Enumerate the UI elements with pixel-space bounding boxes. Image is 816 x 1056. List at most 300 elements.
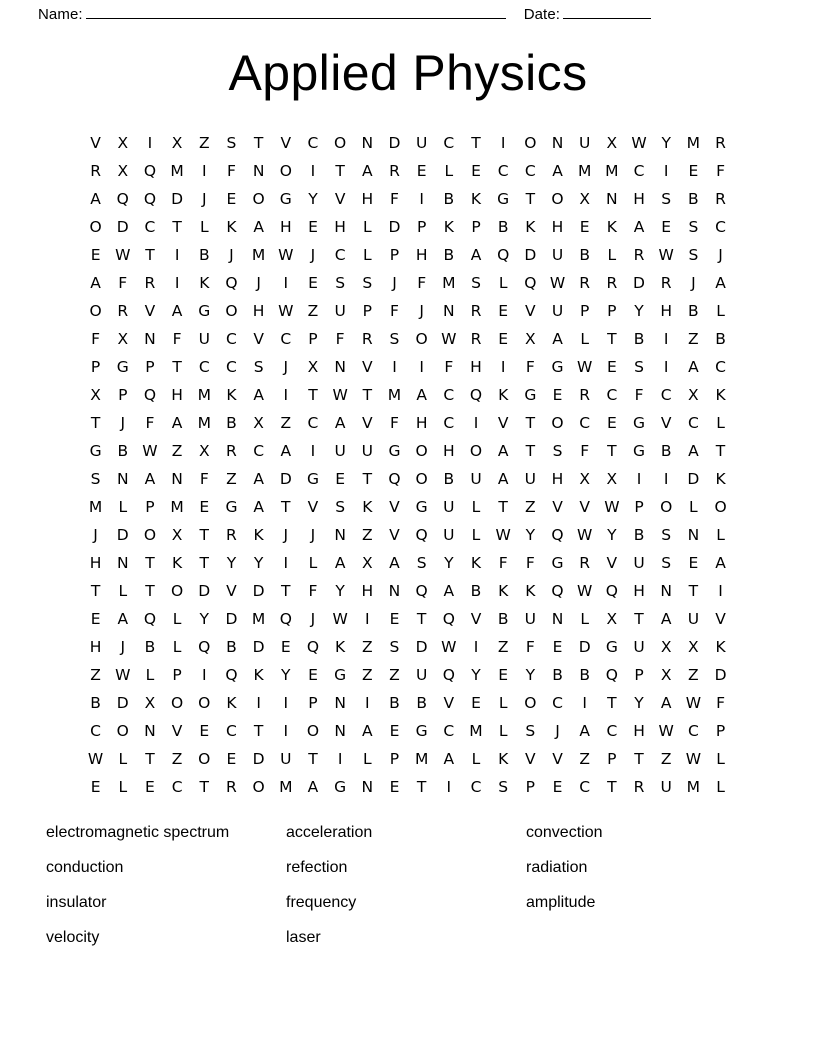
grid-cell[interactable]: B [633,330,645,348]
grid-cell[interactable]: T [634,750,644,768]
grid-cell[interactable]: I [310,162,316,180]
grid-cell[interactable]: E [471,162,481,180]
grid-cell[interactable]: E [498,302,509,320]
grid-cell[interactable]: T [634,610,644,628]
grid-cell[interactable]: M [170,162,184,180]
word-list-item[interactable]: amplitude [526,894,596,911]
grid-cell[interactable]: M [686,134,701,152]
grid-cell[interactable]: C [443,134,455,152]
grid-cell[interactable]: A [688,358,699,376]
grid-cell[interactable]: J [555,722,560,740]
grid-cell[interactable]: C [334,246,346,264]
grid-cell[interactable]: G [116,358,129,376]
grid-cell[interactable]: L [471,526,481,544]
grid-cell[interactable]: P [416,218,427,236]
grid-cell[interactable]: G [415,498,428,516]
grid-cell[interactable]: H [633,190,645,208]
grid-cell[interactable]: S [498,778,509,796]
grid-cell[interactable]: W [658,722,674,740]
grid-cell[interactable]: P [118,386,128,404]
grid-cell[interactable]: R [606,274,618,292]
grid-cell[interactable]: A [633,218,645,236]
grid-cell[interactable]: O [415,442,428,460]
grid-cell[interactable]: A [307,778,319,796]
grid-cell[interactable]: H [633,582,645,600]
grid-cell[interactable]: X [198,442,210,460]
grid-cell[interactable]: B [660,442,672,460]
grid-cell[interactable]: O [198,750,211,768]
grid-cell[interactable]: R [633,246,645,264]
grid-cell[interactable]: X [171,134,183,152]
grid-cell[interactable]: I [500,134,506,152]
grid-cell[interactable]: T [90,582,101,600]
grid-cell[interactable]: X [525,330,536,348]
grid-cell[interactable]: B [443,470,455,488]
grid-cell[interactable]: S [525,722,536,740]
grid-cell[interactable]: B [497,218,509,236]
grid-cell[interactable]: C [226,722,237,740]
grid-cell[interactable]: D [633,274,645,292]
grid-cell[interactable]: E [90,610,101,628]
grid-cell[interactable]: Y [634,302,644,320]
grid-cell[interactable]: O [279,162,292,180]
grid-cell[interactable]: T [172,218,182,236]
grid-cell[interactable]: G [198,302,211,320]
grid-cell[interactable]: U [443,498,455,516]
grid-cell[interactable]: K [335,638,346,656]
grid-cell[interactable]: J [93,526,98,544]
grid-cell[interactable]: V [606,554,618,572]
grid-cell[interactable]: I [500,358,506,376]
grid-cell[interactable]: L [498,694,508,712]
grid-cell[interactable]: K [470,190,482,208]
grid-cell[interactable]: I [283,554,289,572]
grid-cell[interactable]: O [171,582,184,600]
grid-cell[interactable]: Z [389,666,400,684]
grid-cell[interactable]: S [416,554,427,572]
grid-cell[interactable]: V [579,498,590,516]
grid-cell[interactable]: J [718,246,723,264]
grid-cell[interactable]: R [117,302,129,320]
grid-cell[interactable]: A [443,750,455,768]
grid-cell[interactable]: L [308,554,318,572]
grid-cell[interactable]: I [473,638,479,656]
grid-cell[interactable]: U [334,442,346,460]
grid-cell[interactable]: X [688,386,699,404]
grid-cell[interactable]: C [470,778,482,796]
grid-cell[interactable]: N [388,582,401,600]
grid-cell[interactable]: L [580,330,589,348]
grid-cell[interactable]: R [715,190,726,208]
grid-cell[interactable]: O [551,190,564,208]
grid-cell[interactable]: F [199,470,209,488]
grid-cell[interactable]: R [715,134,726,152]
grid-cell[interactable]: P [362,302,372,320]
grid-cell[interactable]: D [171,190,184,208]
grid-cell[interactable]: R [579,386,591,404]
grid-cell[interactable]: C [715,358,726,376]
grid-cell[interactable]: K [362,498,373,516]
grid-cell[interactable]: T [498,498,508,516]
grid-cell[interactable]: J [310,610,316,628]
grid-cell[interactable]: Z [226,470,237,488]
word-list-item[interactable]: velocity [46,929,100,946]
grid-cell[interactable]: H [252,302,265,320]
grid-cell[interactable]: Z [361,526,373,544]
grid-cell[interactable]: M [442,274,456,292]
grid-cell[interactable]: A [90,190,101,208]
grid-cell[interactable]: L [118,582,128,600]
grid-cell[interactable]: I [365,610,370,628]
grid-cell[interactable]: D [524,246,537,264]
grid-cell[interactable]: P [715,722,726,740]
grid-cell[interactable]: C [687,722,699,740]
grid-cell[interactable]: K [443,218,454,236]
grid-cell[interactable]: S [661,554,672,572]
grid-cell[interactable]: Z [688,330,699,348]
grid-cell[interactable]: R [633,778,645,796]
grid-cell[interactable]: C [579,414,591,432]
grid-cell[interactable]: U [687,610,700,628]
grid-cell[interactable]: Q [116,190,129,208]
grid-cell[interactable]: I [147,134,153,152]
grid-cell[interactable]: P [471,218,481,236]
grid-cell[interactable]: E [579,218,590,236]
grid-cell[interactable]: C [633,162,645,180]
grid-cell[interactable]: Q [225,274,238,292]
grid-cell[interactable]: I [392,358,397,376]
grid-cell[interactable]: V [443,694,455,712]
grid-cell[interactable]: G [89,442,102,460]
grid-cell[interactable]: Q [306,638,320,656]
grid-cell[interactable]: X [579,190,590,208]
grid-cell[interactable]: T [607,442,617,460]
grid-cell[interactable]: W [332,610,348,628]
grid-cell[interactable]: E [552,638,563,656]
grid-cell[interactable]: O [306,722,320,740]
grid-cell[interactable]: K [525,218,536,236]
grid-cell[interactable]: O [89,302,102,320]
grid-cell[interactable]: C [524,162,536,180]
grid-cell[interactable]: P [634,666,644,684]
grid-cell[interactable]: W [441,330,457,348]
grid-cell[interactable]: T [362,470,373,488]
grid-cell[interactable]: E [471,694,481,712]
grid-cell[interactable]: Z [361,638,373,656]
grid-cell[interactable]: M [251,610,266,628]
grid-cell[interactable]: Y [607,526,617,544]
grid-cell[interactable]: E [145,778,155,796]
grid-cell[interactable]: C [660,386,672,404]
grid-cell[interactable]: O [714,498,727,516]
grid-cell[interactable]: J [691,274,696,292]
grid-cell[interactable]: U [551,302,564,320]
grid-cell[interactable]: H [334,218,346,236]
grid-cell[interactable]: L [444,162,454,180]
grid-cell[interactable]: L [716,414,725,432]
grid-cell[interactable]: L [471,498,481,516]
grid-cell[interactable]: K [498,582,509,600]
grid-cell[interactable]: Z [280,414,292,432]
grid-cell[interactable]: J [283,526,289,544]
grid-cell[interactable]: W [577,526,593,544]
grid-cell[interactable]: D [415,638,428,656]
grid-cell[interactable]: Q [143,610,157,628]
grid-cell[interactable]: B [470,582,482,600]
grid-cell[interactable]: T [607,778,617,796]
grid-cell[interactable]: N [252,162,265,180]
grid-cell[interactable]: D [116,694,129,712]
grid-cell[interactable]: T [525,414,536,432]
grid-cell[interactable]: F [417,274,427,292]
grid-cell[interactable]: T [145,554,155,572]
grid-cell[interactable]: Y [226,554,237,572]
grid-cell[interactable]: K [606,218,617,236]
grid-cell[interactable]: T [607,330,617,348]
grid-cell[interactable]: S [362,274,373,292]
grid-cell[interactable]: B [416,694,427,712]
grid-cell[interactable]: U [443,526,455,544]
grid-cell[interactable]: R [470,302,482,320]
grid-cell[interactable]: I [283,274,289,292]
grid-cell[interactable]: M [577,162,592,180]
grid-cell[interactable]: K [253,526,264,544]
grid-cell[interactable]: B [688,190,699,208]
grid-cell[interactable]: Q [605,582,618,600]
grid-cell[interactable]: T [172,358,182,376]
grid-cell[interactable]: C [144,218,156,236]
grid-cell[interactable]: E [498,666,509,684]
grid-cell[interactable]: A [253,386,264,404]
grid-cell[interactable]: P [580,302,590,320]
grid-cell[interactable]: I [419,190,424,208]
grid-cell[interactable]: N [116,470,129,488]
grid-cell[interactable]: W [115,246,131,264]
grid-cell[interactable]: X [171,526,183,544]
grid-cell[interactable]: Z [660,750,672,768]
grid-cell[interactable]: T [416,610,427,628]
grid-cell[interactable]: L [580,610,589,628]
grid-cell[interactable]: K [470,554,482,572]
grid-cell[interactable]: E [308,666,318,684]
grid-cell[interactable]: D [116,526,129,544]
grid-cell[interactable]: I [473,414,479,432]
grid-cell[interactable]: X [307,358,319,376]
grid-cell[interactable]: U [524,610,537,628]
grid-cell[interactable]: I [446,778,452,796]
grid-cell[interactable]: E [199,498,210,516]
grid-cell[interactable]: K [199,274,210,292]
grid-cell[interactable]: L [716,750,725,768]
grid-cell[interactable]: K [226,694,237,712]
grid-cell[interactable]: Z [171,750,183,768]
grid-cell[interactable]: N [361,778,374,796]
grid-cell[interactable]: X [660,638,672,656]
grid-cell[interactable]: J [120,414,126,432]
grid-cell[interactable]: P [145,358,155,376]
grid-cell[interactable]: H [551,470,564,488]
grid-cell[interactable]: F [172,330,182,348]
grid-cell[interactable]: P [145,498,155,516]
grid-cell[interactable]: R [361,330,373,348]
grid-cell[interactable]: K [498,386,509,404]
grid-cell[interactable]: Q [415,526,428,544]
grid-cell[interactable]: O [551,414,564,432]
grid-cell[interactable]: P [525,778,536,796]
grid-cell[interactable]: O [660,498,673,516]
grid-cell[interactable]: I [283,694,289,712]
grid-cell[interactable]: E [552,386,563,404]
grid-cell[interactable]: L [716,778,725,796]
grid-cell[interactable]: Q [279,610,292,628]
grid-cell[interactable]: D [687,470,700,488]
word-list-item[interactable]: electromagnetic spectrum [46,824,230,841]
grid-cell[interactable]: N [334,722,346,740]
grid-cell[interactable]: C [443,386,455,404]
grid-cell[interactable]: P [634,498,644,516]
grid-cell[interactable]: Z [90,666,101,684]
grid-cell[interactable]: Q [143,162,157,180]
grid-cell[interactable]: M [170,498,184,516]
grid-cell[interactable]: C [579,778,591,796]
grid-cell[interactable]: Q [551,526,564,544]
grid-cell[interactable]: V [470,610,482,628]
date-write-line[interactable] [563,6,651,19]
grid-cell[interactable]: V [307,498,319,516]
grid-cell[interactable]: O [252,778,265,796]
grid-cell[interactable]: Q [388,470,401,488]
grid-cell[interactable]: A [497,470,509,488]
grid-cell[interactable]: L [471,750,481,768]
grid-cell[interactable]: Q [605,666,618,684]
grid-cell[interactable]: L [199,218,209,236]
grid-cell[interactable]: G [279,190,292,208]
grid-cell[interactable]: I [174,274,180,292]
grid-cell[interactable]: V [334,190,346,208]
grid-cell[interactable]: A [253,470,264,488]
grid-cell[interactable]: Q [497,246,510,264]
grid-cell[interactable]: P [607,750,617,768]
grid-cell[interactable]: Q [442,610,455,628]
word-list-item[interactable]: frequency [286,894,357,911]
grid-cell[interactable]: C [307,134,319,152]
grid-cell[interactable]: J [201,190,207,208]
grid-cell[interactable]: O [415,330,428,348]
grid-cell[interactable]: Y [281,666,291,684]
grid-cell[interactable]: J [229,246,234,264]
grid-cell[interactable]: E [688,554,699,572]
grid-cell[interactable]: T [308,750,318,768]
grid-cell[interactable]: X [660,666,672,684]
grid-cell[interactable]: Z [525,498,536,516]
grid-cell[interactable]: C [443,722,455,740]
grid-cell[interactable]: L [716,526,725,544]
grid-cell[interactable]: X [253,414,264,432]
grid-cell[interactable]: N [660,582,672,600]
grid-cell[interactable]: S [634,358,644,376]
grid-cell[interactable]: L [118,750,128,768]
grid-cell[interactable]: Q [551,582,564,600]
grid-cell[interactable]: W [332,386,348,404]
grid-cell[interactable]: F [716,162,725,180]
grid-cell[interactable]: I [365,694,370,712]
grid-cell[interactable]: X [606,610,618,628]
grid-cell[interactable]: R [660,274,672,292]
grid-cell[interactable]: I [663,162,669,180]
grid-cell[interactable]: H [361,190,374,208]
grid-cell[interactable]: X [606,470,618,488]
grid-cell[interactable]: R [226,442,237,460]
grid-cell[interactable]: V [715,610,726,628]
grid-cell[interactable]: S [552,442,563,460]
grid-cell[interactable]: J [392,274,397,292]
grid-cell[interactable]: L [362,218,372,236]
grid-cell[interactable]: E [606,414,617,432]
grid-cell[interactable]: W [441,638,457,656]
grid-cell[interactable]: C [606,386,618,404]
grid-cell[interactable]: I [636,470,642,488]
grid-cell[interactable]: S [471,274,481,292]
grid-cell[interactable]: B [443,190,455,208]
grid-cell[interactable]: Q [524,274,537,292]
grid-cell[interactable]: L [118,778,128,796]
grid-cell[interactable]: E [226,190,237,208]
grid-cell[interactable]: T [607,694,617,712]
grid-cell[interactable]: V [497,414,509,432]
grid-cell[interactable]: Z [361,666,373,684]
grid-cell[interactable]: N [334,694,346,712]
grid-cell[interactable]: S [335,498,346,516]
word-list-item[interactable]: laser [286,929,321,946]
grid-cell[interactable]: D [116,218,129,236]
grid-cell[interactable]: G [633,442,646,460]
grid-cell[interactable]: T [281,498,291,516]
grid-cell[interactable]: E [688,162,699,180]
grid-cell[interactable]: A [280,442,292,460]
grid-cell[interactable]: T [715,442,726,460]
grid-cell[interactable]: M [197,386,211,404]
grid-cell[interactable]: G [633,414,646,432]
grid-cell[interactable]: D [578,638,591,656]
grid-cell[interactable]: O [225,302,238,320]
grid-cell[interactable]: N [361,134,374,152]
grid-cell[interactable]: M [469,722,483,740]
grid-cell[interactable]: W [577,582,593,600]
grid-cell[interactable]: D [252,582,265,600]
grid-cell[interactable]: F [335,330,345,348]
grid-cell[interactable]: T [199,554,209,572]
grid-cell[interactable]: E [199,722,210,740]
grid-cell[interactable]: O [143,526,157,544]
grid-cell[interactable]: R [144,274,156,292]
grid-cell[interactable]: C [198,358,210,376]
grid-cell[interactable]: C [226,330,237,348]
grid-cell[interactable]: A [660,610,672,628]
grid-cell[interactable]: P [172,666,182,684]
grid-cell[interactable]: N [551,134,564,152]
grid-cell[interactable]: I [201,666,207,684]
grid-cell[interactable]: K [525,582,536,600]
grid-cell[interactable]: U [280,750,292,768]
grid-cell[interactable]: U [633,638,645,656]
grid-cell[interactable]: C [307,414,319,432]
grid-cell[interactable]: N [606,190,618,208]
grid-cell[interactable]: X [117,134,129,152]
grid-cell[interactable]: B [715,330,726,348]
grid-cell[interactable]: T [471,134,481,152]
grid-cell[interactable]: R [389,162,400,180]
grid-cell[interactable]: H [279,218,292,236]
